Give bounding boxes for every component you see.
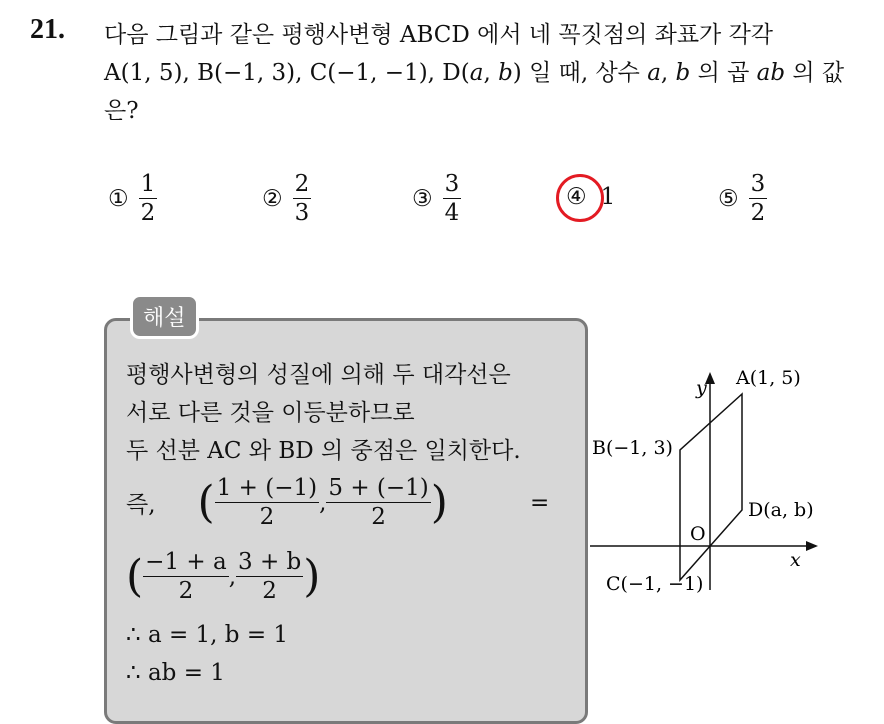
solution-label-즉: 즉,: [126, 492, 156, 519]
choice-number: ②: [262, 185, 283, 212]
question-line-2: A(1, 5), B(−1, 3), C(−1, −1), D(a, b) 일 때, 상수 a, b 의 곱 ab 의 값: [104, 60, 845, 86]
question-line-1: 다음 그림과 같은 평행사변형 ABCD 에서 네 꼭짓점의 좌표가 각각: [104, 22, 774, 48]
label-B: B(−1, 3): [592, 437, 673, 459]
choice-fraction: $\frac{2}{3}$: [294, 171, 310, 227]
solution-midpoint-ac: 즉, ( $\frac{1 + (-1)}{2}$ , $\frac{5 + (-1)}{2}$ ) =: [126, 475, 550, 531]
label-x: x: [790, 549, 801, 571]
label-D: D(a, b): [748, 499, 814, 521]
choice-1[interactable]: [108, 172, 157, 225]
choice-number: ④: [566, 184, 587, 210]
x-axis-arrow: [806, 541, 818, 551]
choice-number: ①: [108, 185, 129, 212]
choice-fraction: $\frac{1}{2}$: [140, 171, 156, 227]
choice-5[interactable]: [718, 172, 767, 225]
parallelogram: [680, 394, 742, 580]
label-C: C(−1, −1): [606, 573, 704, 595]
solution-line-2: 서로 다른 것을 이등분하므로: [126, 400, 415, 426]
choice-fraction: $\frac{3}{2}$: [750, 171, 766, 227]
choice-3[interactable]: [412, 172, 461, 225]
solution-line-1: 평행사변형의 성질에 의해 두 대각선은: [126, 362, 511, 388]
label-O: O: [690, 523, 706, 545]
choice-value: 1: [600, 184, 616, 210]
question-line-3: 은?: [104, 98, 139, 124]
equals-sign: =: [529, 489, 550, 516]
parallelogram-graph: [590, 350, 882, 610]
label-y: y: [696, 377, 707, 399]
solution-line-3: 두 선분 AC 와 BD 의 중점은 일치한다.: [126, 438, 521, 464]
choice-number: ③: [412, 185, 433, 212]
choice-2[interactable]: [262, 172, 311, 225]
solution-midpoint-bd: ( $\frac{-1 + a}{2}$ , $\frac{3 + b}{2}$ ): [126, 549, 321, 605]
solution-result-1: ∴ a = 1, b = 1: [126, 622, 289, 648]
solution-result-2: ∴ ab = 1: [126, 660, 225, 686]
solution-tag: 해설: [130, 294, 199, 339]
question-number: 21.: [30, 14, 65, 45]
choice-4[interactable]: [566, 184, 615, 210]
choice-fraction: $\frac{3}{4}$: [444, 171, 460, 227]
label-A: A(1, 5): [736, 367, 801, 389]
choice-number: ⑤: [718, 185, 739, 212]
